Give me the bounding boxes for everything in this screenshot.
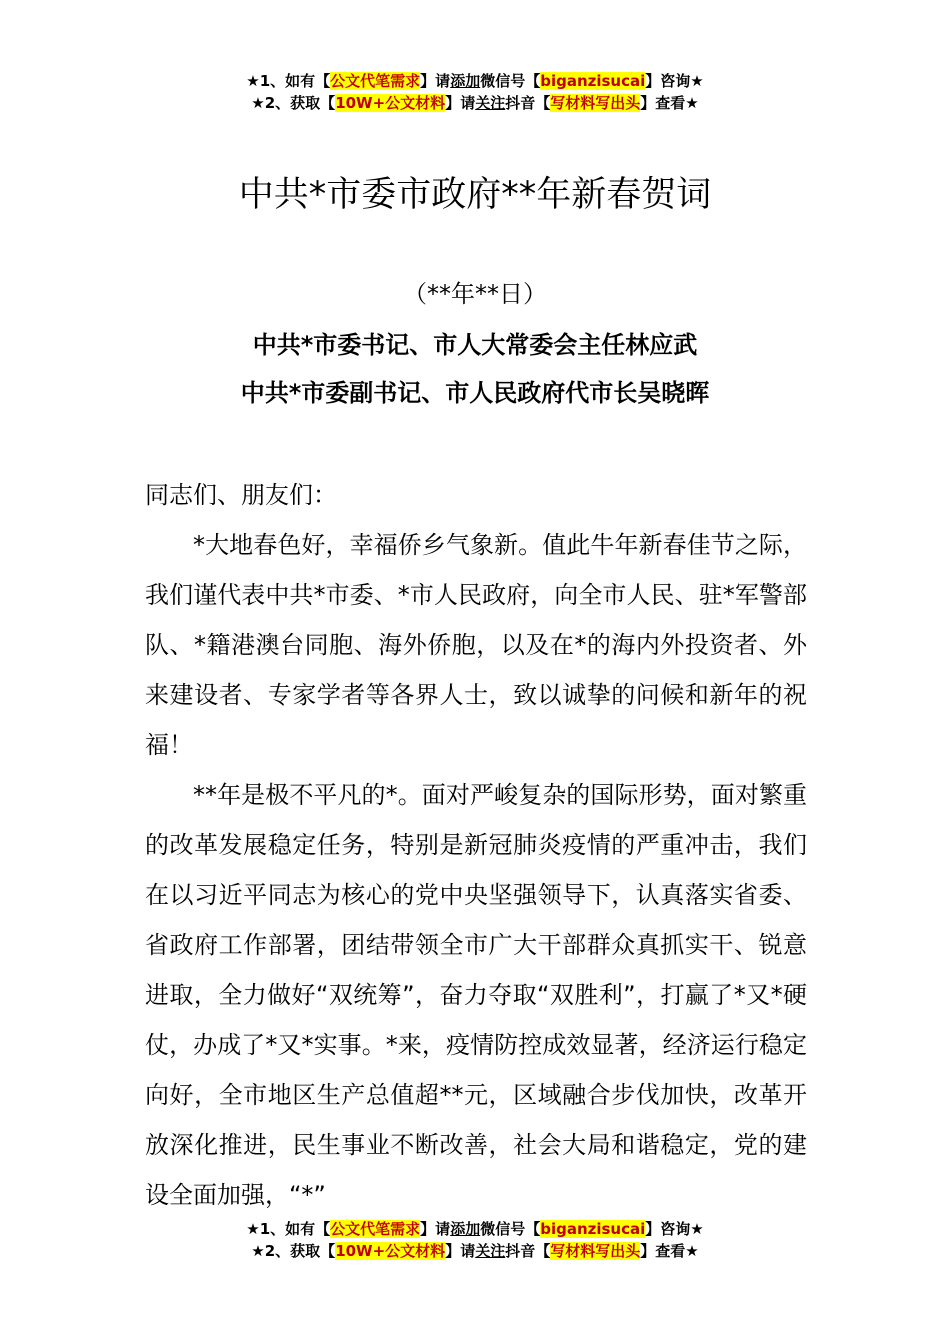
salutation: 同志们、朋友们： (145, 481, 337, 509)
highlight-service: 公文代笔需求 (330, 72, 421, 90)
highlight-materials: 10W+公文材料 (335, 94, 446, 112)
document-date: （**年**日） (403, 280, 547, 308)
document-title: 中共*市委市政府**年新春贺词 (238, 175, 712, 215)
signer-secretary: 中共*市委书记、市人大常委会主任林应武 (252, 331, 698, 359)
signer-mayor: 中共*市委副书记、市人民政府代市长吴晓晖 (240, 379, 710, 407)
notice-line-2: ★2、获取【10W+公文材料】请关注抖音【写材料写出头】查看★ (251, 94, 699, 112)
footer-notice (0, 1218, 950, 1262)
highlight-service: 公文代笔需求 (330, 1220, 421, 1238)
notice-line-1: ★1、如有【公文代笔需求】请添加微信号【biganzisucai】咨询★ (246, 72, 704, 90)
notice-line-2: ★2、获取【10W+公文材料】请关注抖音【写材料写出头】查看★ (251, 1242, 699, 1260)
highlight-douyin-account: 写材料写出头 (550, 94, 641, 112)
highlight-wechat-id: biganzisucai (540, 72, 646, 90)
highlight-wechat-id: biganzisucai (540, 1220, 646, 1238)
highlight-materials: 10W+公文材料 (335, 1242, 446, 1260)
document-body (145, 470, 807, 1220)
highlight-douyin-account: 写材料写出头 (550, 1242, 641, 1260)
notice-line-1: ★1、如有【公文代笔需求】请添加微信号【biganzisucai】咨询★ (246, 1220, 704, 1238)
paragraph-greeting: *大地春色好，幸福侨乡气象新。值此牛年新春佳节之际，我们谨代表中共*市委、*市人民政府，向全市人民、驻*军警部队、*籍港澳台同胞、海外侨胞，以及在*的海内外投资者、外来建设者、专家学者等各界人士，致以诚挚的问候和新年的祝福！ (145, 531, 807, 759)
paragraph-review: **年是极不平凡的*。面对严峻复杂的国际形势，面对繁重的改革发展稳定任务，特别是新冠肺炎疫情的严重冲击，我们在以习近平同志为核心的党中央坚强领导下，认真落实省委、省政府工作部署，团结带领全市广大干部群众真抓实干、锐意进取，全力做好“双统筹”，奋力夺取“双胜利”，打赢了*又*硬仗，办成了*又*实事。*来，疫情防控成效显著，经济运行稳定向好，全市地区生产总值超**元，区域融合步伐加快，改革开放深化推进，民生事业不断改善，社会大局和谐稳定，党的建设全面加强，“*” (145, 781, 807, 1209)
header-notice (0, 70, 950, 114)
